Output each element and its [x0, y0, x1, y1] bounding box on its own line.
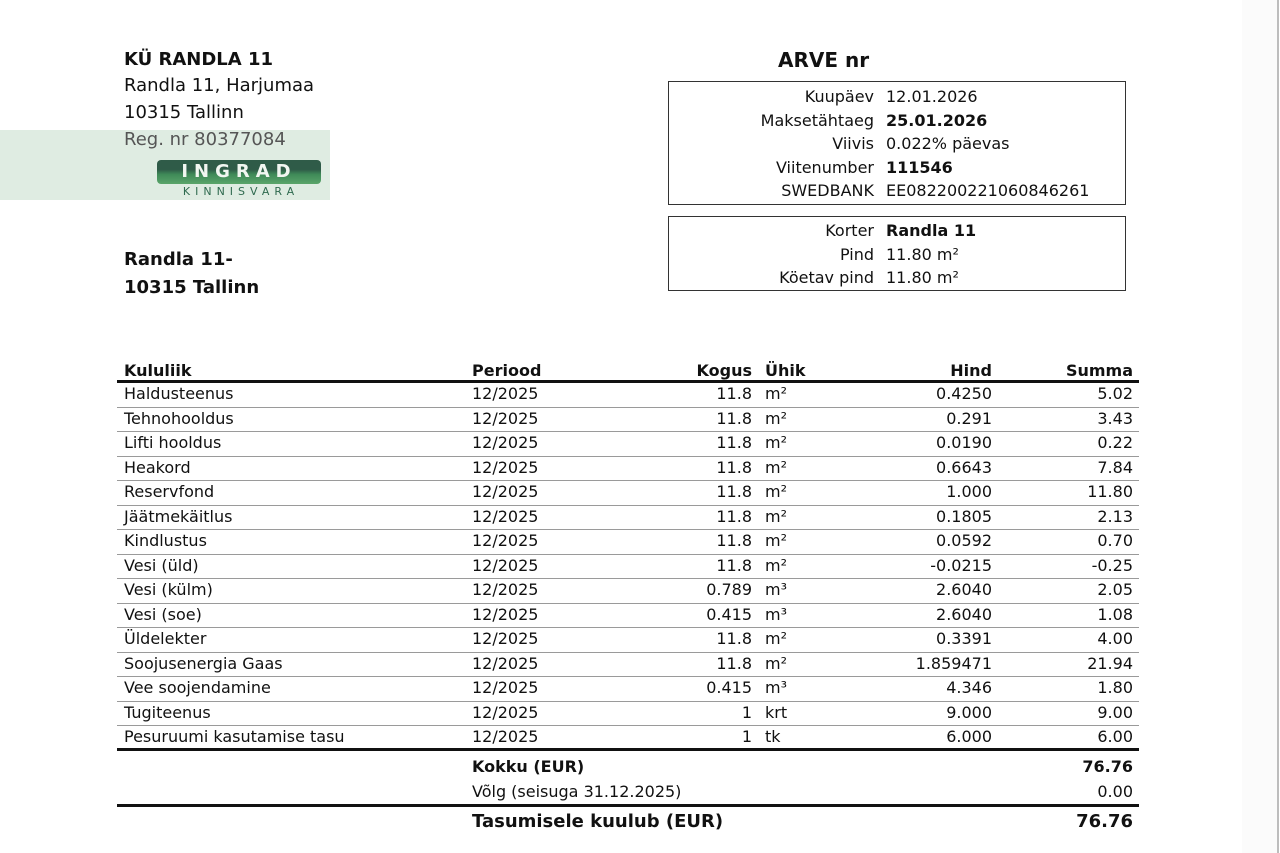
table-row	[117, 555, 1139, 580]
subtotal-label: Kokku (EUR)	[472, 757, 585, 776]
apartment-detail	[669, 219, 1125, 243]
table-row	[117, 408, 1139, 433]
cell-unit: krt	[765, 702, 788, 722]
cell-price: -0.0215	[930, 555, 992, 575]
company-address-line1: Randla 11, Harjumaa	[124, 75, 315, 96]
apartment-detail-label: Köetav pind	[779, 268, 874, 287]
cell-qty: 11.8	[716, 531, 752, 550]
cell-price: 2.6040	[936, 580, 992, 599]
apartment-detail-value: 11.80 m²	[886, 244, 959, 264]
cell-name: Kindlustus	[124, 531, 207, 550]
recipient-address	[124, 246, 259, 302]
cell-period: 12/2025	[472, 408, 539, 428]
cell-sum: 5.02	[1097, 384, 1133, 403]
page-margin	[1242, 0, 1277, 853]
invoice-detail	[669, 109, 1125, 133]
apartment-detail	[669, 266, 1125, 290]
amount-due-value: 76.76	[1076, 811, 1133, 832]
subtotal-row	[117, 754, 1139, 779]
cell-sum: 9.00	[1097, 702, 1133, 722]
cell-name: Heakord	[124, 457, 191, 477]
invoice-title: ARVE nr	[778, 48, 870, 72]
amount-due-row	[117, 804, 1139, 835]
cell-qty: 0.415	[706, 604, 752, 624]
table-row	[117, 604, 1139, 629]
invoice-detail	[669, 85, 1125, 109]
cell-qty: 11.8	[716, 457, 752, 477]
debt-label: Võlg (seisuga 31.12.2025)	[472, 782, 682, 801]
cell-name: Vesi (külm)	[124, 580, 213, 599]
cell-price: 0.6643	[936, 457, 992, 477]
cell-name: Pesuruumi kasutamise tasu	[124, 727, 345, 746]
cell-period: 12/2025	[472, 555, 539, 575]
cell-name: Tugiteenus	[124, 702, 211, 722]
cell-sum: 0.70	[1097, 531, 1133, 550]
table-row	[117, 677, 1139, 702]
cell-unit: tk	[765, 727, 781, 746]
cell-sum: 6.00	[1097, 727, 1133, 746]
totals-block	[117, 754, 1139, 835]
cell-sum: 1.08	[1097, 604, 1133, 624]
table-row	[117, 702, 1139, 727]
cell-unit: m²	[765, 531, 787, 550]
invoice-detail-value: 25.01.2026	[886, 110, 988, 130]
cell-qty: 11.8	[716, 408, 752, 428]
cell-name: Haldusteenus	[124, 384, 234, 403]
apartment-detail-label: Pind	[839, 244, 874, 264]
cell-price: 9.000	[946, 702, 992, 722]
cell-period: 12/2025	[472, 384, 539, 403]
table-row	[117, 579, 1139, 604]
table-row	[117, 432, 1139, 457]
table-row	[117, 383, 1139, 408]
cell-unit: m²	[765, 653, 787, 673]
invoice-detail-value: EE082200221060846261	[886, 181, 1090, 200]
cell-name: Vesi (soe)	[124, 604, 202, 624]
company-name: KÜ RANDLA 11	[124, 49, 274, 70]
cell-sum: -0.25	[1091, 555, 1133, 575]
cell-unit: m²	[765, 384, 787, 403]
header-unit: Ühik	[765, 361, 806, 380]
cell-name: Lifti hooldus	[124, 433, 222, 452]
cell-qty: 11.8	[716, 384, 752, 403]
cell-qty: 11.8	[716, 482, 752, 501]
cell-qty: 11.8	[716, 629, 752, 648]
cell-period: 12/2025	[472, 506, 539, 526]
charges-table	[117, 360, 1139, 751]
cell-period: 12/2025	[472, 678, 539, 697]
apartment-detail-label: Korter	[825, 221, 874, 240]
cell-unit: m³	[765, 580, 787, 599]
cell-unit: m²	[765, 506, 787, 526]
cell-qty: 11.8	[716, 433, 752, 452]
company-reg-nr: Reg. nr 80377084	[124, 129, 286, 150]
invoice-detail-value: 0.022% päevas	[886, 134, 1010, 153]
invoice-detail-value: 111546	[886, 157, 953, 177]
cell-sum: 2.13	[1097, 506, 1133, 526]
cell-unit: m²	[765, 408, 787, 428]
cell-sum: 3.43	[1097, 408, 1133, 428]
table-row	[117, 481, 1139, 506]
cell-price: 1.000	[946, 482, 992, 501]
cell-qty: 0.789	[706, 580, 752, 599]
apartment-details-box	[668, 216, 1126, 291]
cell-period: 12/2025	[472, 629, 539, 648]
table-header-row	[117, 360, 1139, 383]
cell-period: 12/2025	[472, 482, 539, 501]
cell-period: 12/2025	[472, 531, 539, 550]
cell-name: Reservfond	[124, 482, 215, 501]
cell-period: 12/2025	[472, 433, 539, 452]
cell-qty: 11.8	[716, 506, 752, 526]
cell-price: 0.1805	[936, 506, 992, 526]
apartment-detail-value: 11.80 m²	[886, 268, 959, 287]
cell-name: Vee soojendamine	[124, 678, 271, 697]
cell-sum: 0.22	[1097, 433, 1133, 452]
invoice-detail-label: SWEDBANK	[781, 181, 874, 200]
table-row	[117, 457, 1139, 482]
cell-sum: 4.00	[1097, 629, 1133, 648]
invoice-detail	[669, 132, 1125, 156]
cell-price: 6.000	[946, 727, 992, 746]
cell-unit: m²	[765, 433, 787, 452]
cell-price: 2.6040	[936, 604, 992, 624]
cell-price: 0.0190	[936, 433, 992, 452]
apartment-detail	[669, 243, 1125, 267]
cell-sum: 21.94	[1087, 653, 1133, 673]
invoice-detail	[669, 156, 1125, 180]
page-edge	[1277, 0, 1279, 853]
cell-name: Tehnohooldus	[124, 408, 234, 428]
cell-name: Vesi (üld)	[124, 555, 199, 575]
table-row	[117, 653, 1139, 678]
header-price: Hind	[950, 361, 992, 380]
cell-price: 0.3391	[936, 629, 992, 648]
header-name: Kululiik	[124, 361, 192, 380]
cell-price: 0.0592	[936, 531, 992, 550]
cell-period: 12/2025	[472, 702, 539, 722]
table-row	[117, 726, 1139, 751]
cell-unit: m³	[765, 604, 787, 624]
logo-wordmark: INGRAD	[181, 161, 297, 182]
cell-qty: 1	[741, 727, 752, 746]
debt-value: 0.00	[1097, 782, 1133, 801]
invoice-detail-label: Kuupäev	[804, 87, 874, 106]
apartment-detail-value: Randla 11	[886, 221, 977, 240]
invoice-detail-value: 12.01.2026	[886, 87, 978, 106]
cell-unit: m²	[765, 482, 787, 501]
amount-due-label: Tasumisele kuulub (EUR)	[472, 811, 724, 832]
cell-sum: 1.80	[1097, 678, 1133, 697]
cell-price: 1.859471	[915, 653, 992, 673]
company-address-line2: 10315 Tallinn	[124, 102, 244, 123]
cell-qty: 11.8	[716, 555, 752, 575]
logo-subtitle: KINNISVARA	[182, 185, 300, 198]
ingrad-logo	[157, 160, 321, 184]
debt-row	[117, 779, 1139, 804]
cell-sum: 7.84	[1097, 457, 1133, 477]
subtotal-value: 76.76	[1082, 757, 1133, 776]
cell-price: 0.291	[946, 408, 992, 428]
cell-price: 0.4250	[936, 384, 992, 403]
company-block	[124, 48, 314, 153]
invoice-detail-label: Maksetähtaeg	[760, 110, 874, 130]
cell-qty: 11.8	[716, 653, 752, 673]
cell-period: 12/2025	[472, 580, 539, 599]
cell-sum: 11.80	[1087, 482, 1133, 501]
cell-period: 12/2025	[472, 604, 539, 624]
cell-period: 12/2025	[472, 457, 539, 477]
cell-name: Üldelekter	[124, 629, 207, 648]
invoice-details-box	[668, 81, 1126, 205]
cell-period: 12/2025	[472, 727, 539, 746]
invoice-detail-label: Viitenumber	[775, 157, 874, 177]
cell-unit: m²	[765, 457, 787, 477]
cell-sum: 2.05	[1097, 580, 1133, 599]
table-row	[117, 628, 1139, 653]
header-qty: Kogus	[696, 361, 752, 380]
cell-unit: m²	[765, 555, 787, 575]
cell-unit: m³	[765, 678, 787, 697]
recipient-line2: 10315 Tallinn	[124, 277, 260, 298]
header-sum: Summa	[1065, 361, 1133, 380]
cell-name: Jäätmekäitlus	[124, 506, 233, 526]
cell-qty: 1	[741, 702, 752, 722]
cell-qty: 0.415	[706, 678, 752, 697]
cell-unit: m²	[765, 629, 787, 648]
cell-period: 12/2025	[472, 653, 539, 673]
invoice-detail-label: Viivis	[832, 134, 874, 153]
cell-price: 4.346	[946, 678, 992, 697]
invoice-detail	[669, 179, 1125, 203]
cell-name: Soojusenergia Gaas	[124, 653, 283, 673]
table-row	[117, 506, 1139, 531]
header-period: Periood	[472, 361, 542, 380]
recipient-line1: Randla 11-	[124, 249, 233, 270]
table-row	[117, 530, 1139, 555]
